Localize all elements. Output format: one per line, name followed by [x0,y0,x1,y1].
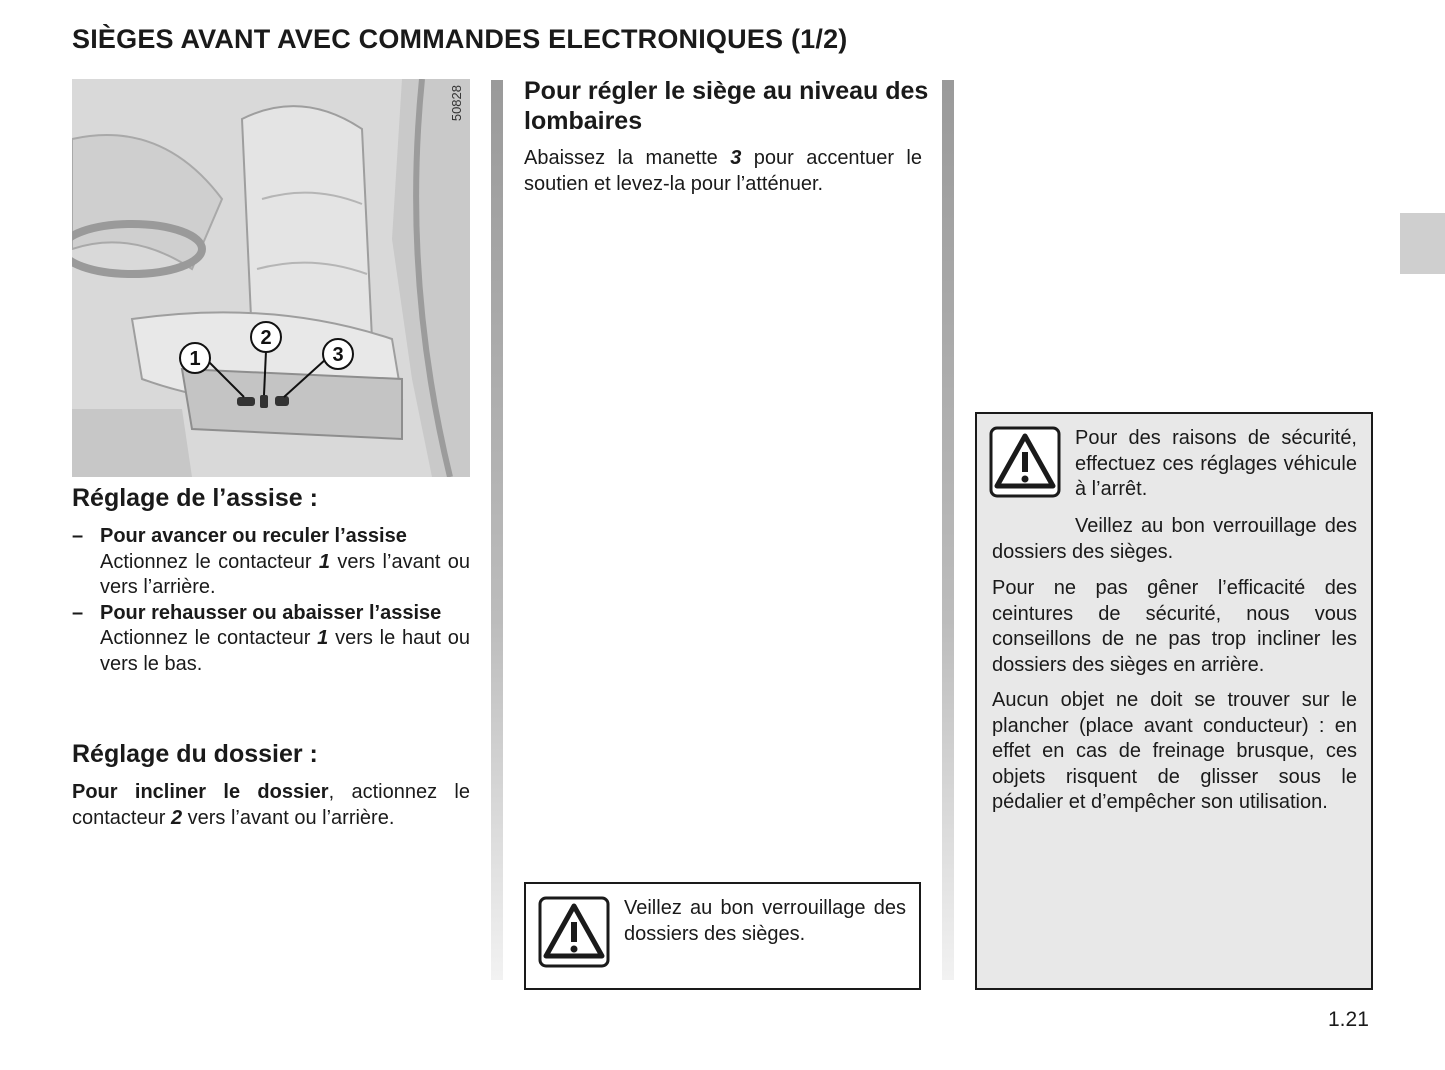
page-title: SIÈGES AVANT AVEC COMMANDES ELECTRONIQUES (1/2) [72,24,848,54]
illustration-ref-code: 50828 [449,85,464,122]
callout-1 [178,341,212,375]
column-separator-left [491,80,503,980]
list-item-desc: Actionnez le contacteur 1 vers l’avant ou vers l’arrière. [100,550,470,598]
seat-illustration [72,79,470,477]
warning-triangle-icon [538,896,610,968]
warning-triangle-icon [989,426,1061,498]
callout-3 [321,337,355,371]
warning-small-text: Veillez au bon verrouillage des dossiers des sièges. [624,897,906,945]
list-item-title: Pour avancer ou reculer l’assise [100,525,407,547]
warning-paragraph-2: Veillez au bon verrouillage des dossiers des sièges. [992,515,1357,563]
callout-2 [249,320,283,354]
list-dash: – [72,525,84,547]
svg-text:2: 2 [260,327,272,349]
column-separator-right [942,80,954,980]
svg-text:3: 3 [332,344,344,366]
svg-text:1: 1 [189,348,201,370]
list-item [72,524,470,601]
list-item [72,601,470,678]
warning-paragraph-3: Pour ne pas gêner l’efficacité des ceintures de sécurité, nous vous conseillons de ne pas trop incliner les dossiers des sièges en arrière. [992,577,1357,676]
warning-box-big [975,412,1373,990]
list-item-desc: Actionnez le contacteur 1 vers le haut ou vers le bas. [100,627,470,675]
chapter-tab-marker [1400,213,1445,274]
page-number: 1.21 [1328,1008,1369,1031]
assise-list [72,524,470,677]
lombaires-heading: Pour régler le siège au niveau des lombaires [524,77,929,135]
list-item-title: Pour rehausser ou abaisser l’assise [100,601,442,624]
lombaires-text: Abaissez la manette 3 pour accentuer le soutien et levez-la pour l’atténuer. [524,147,922,195]
warning-box-small [524,882,921,990]
assise-heading: Réglage de l’assise : [72,484,318,512]
dossier-text: Pour incliner le dossier, actionnez le contacteur 2 vers l’avant ou l’arrière. [72,781,470,829]
dossier-heading: Réglage du dossier : [72,740,318,768]
warning-paragraph-4: Aucun objet ne doit se trouver sur le plancher (place avant conducteur) : en effet en cas de freinage brusque, ces objets risquent de glisser sous le pédalier et d’empêcher son utilisation. [992,689,1357,813]
warning-paragraph-1: Pour des raisons de sécurité, effectuez ces réglages véhicule à l’arrêt. [1075,427,1357,500]
list-dash: – [72,601,84,624]
